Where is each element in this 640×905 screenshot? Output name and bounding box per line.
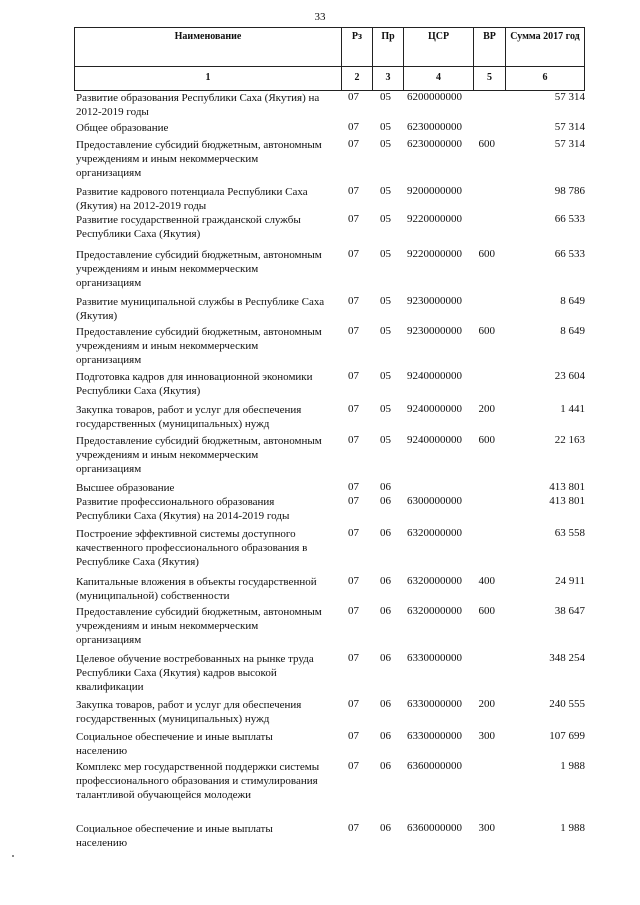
header-pr-label: Пр <box>381 31 395 42</box>
row-name: Развитие профессионального образования Республики Саха (Якутия) на 2014-2019 годы <box>76 496 290 522</box>
row-rz: 07 <box>348 822 359 834</box>
row-csr: 9240000000 <box>407 434 462 446</box>
row-vr: 200 <box>478 698 495 710</box>
row-sum: 63 558 <box>554 527 585 539</box>
row-pr: 05 <box>380 91 391 103</box>
row-vr: 600 <box>478 138 495 150</box>
row-pr: 06 <box>380 698 391 710</box>
row-csr: 6200000000 <box>407 91 462 103</box>
row-pr: 05 <box>380 121 391 133</box>
row-sum: 1 441 <box>560 403 585 415</box>
row-rz: 07 <box>348 403 359 415</box>
row-sum: 8 649 <box>560 295 585 307</box>
row-name: Построение эффективной системы доступного качественного профессионального образования в Республике Саха (Якутия) <box>76 528 308 568</box>
row-name: Предоставление субсидий бюджетным, автономным учреждениям и иным некоммерческим организациям <box>76 249 322 289</box>
row-rz: 07 <box>348 248 359 260</box>
header-col-sum <box>506 28 584 90</box>
row-name: Закупка товаров, работ и услуг для обеспечения государственных (муниципальных) нужд <box>76 404 302 430</box>
row-vr: 300 <box>478 730 495 742</box>
row-pr: 06 <box>380 730 391 742</box>
row-rz: 07 <box>348 652 359 664</box>
row-rz: 07 <box>348 575 359 587</box>
row-rz: 07 <box>348 760 359 772</box>
row-name: Подготовка кадров для инновационной экономики Республики Саха (Якутия) <box>76 371 313 397</box>
row-csr: 6330000000 <box>407 730 462 742</box>
row-rz: 07 <box>348 91 359 103</box>
row-rz: 07 <box>348 370 359 382</box>
header-col-rz <box>342 28 373 90</box>
header-num-4: 4 <box>436 72 441 83</box>
header-col-pr <box>373 28 404 90</box>
row-csr: 9240000000 <box>407 370 462 382</box>
row-sum: 23 604 <box>554 370 585 382</box>
row-csr: 6360000000 <box>407 760 462 772</box>
row-pr: 05 <box>380 325 391 337</box>
table-header <box>74 27 585 91</box>
row-name: Развитие кадрового потенциала Республики Саха (Якутия) на 2012-2019 годы <box>76 186 308 212</box>
row-name: Комплекс мер государственной поддержки системы профессионального образования и стимулирования талантливой обучающейся молодежи <box>76 761 320 801</box>
row-vr: 600 <box>478 605 495 617</box>
row-rz: 07 <box>348 185 359 197</box>
row-sum: 413 801 <box>549 481 585 493</box>
row-name: Предоставление субсидий бюджетным, автономным учреждениям и иным некоммерческим организациям <box>76 326 322 366</box>
row-name: Развитие образования Республики Саха (Якутия) на 2012-2019 годы <box>76 92 320 118</box>
row-pr: 06 <box>380 605 391 617</box>
header-sum-label: Сумма 2017 год <box>510 31 580 42</box>
row-csr: 9240000000 <box>407 403 462 415</box>
row-sum: 240 555 <box>549 698 585 710</box>
row-sum: 66 533 <box>554 248 585 260</box>
header-rz-label: Рз <box>351 31 363 42</box>
row-sum: 348 254 <box>549 652 585 664</box>
row-sum: 24 911 <box>555 575 585 587</box>
header-num-3: 3 <box>385 72 391 83</box>
row-pr: 06 <box>380 822 391 834</box>
header-csr-label: ЦСР <box>427 31 450 42</box>
row-vr: 600 <box>478 248 495 260</box>
row-sum: 107 699 <box>549 730 585 742</box>
row-csr: 6320000000 <box>407 605 462 617</box>
row-pr: 05 <box>380 185 391 197</box>
header-num-1: 1 <box>205 72 211 83</box>
row-csr: 9230000000 <box>407 295 462 307</box>
row-rz: 07 <box>348 434 359 446</box>
row-name: Предоставление субсидий бюджетным, автономным учреждениям и иным некоммерческим организациям <box>76 606 322 646</box>
header-vr-label: ВР <box>483 31 496 42</box>
row-sum: 1 988 <box>560 822 585 834</box>
header-col-name <box>75 28 342 90</box>
row-rz: 07 <box>348 730 359 742</box>
row-csr: 6330000000 <box>407 652 462 664</box>
row-pr: 06 <box>380 575 391 587</box>
row-csr: 6300000000 <box>407 495 462 507</box>
row-rz: 07 <box>348 213 359 225</box>
row-rz: 07 <box>348 138 359 150</box>
row-sum: 413 801 <box>549 495 585 507</box>
row-name: Развитие государственной гражданской службы Республики Саха (Якутия) <box>76 214 301 240</box>
row-name: Общее образование <box>76 122 169 134</box>
row-sum: 22 163 <box>554 434 585 446</box>
header-col-csr <box>404 28 474 90</box>
row-pr: 06 <box>380 481 391 493</box>
page-number: 33 <box>314 11 326 23</box>
row-csr: 6230000000 <box>407 138 462 150</box>
row-name: Социальное обеспечение и иные выплаты населению <box>76 823 273 849</box>
row-csr: 9230000000 <box>407 325 462 337</box>
row-pr: 05 <box>380 434 391 446</box>
row-name: Предоставление субсидий бюджетным, автономным учреждениям и иным некоммерческим организациям <box>76 139 322 179</box>
row-csr: 9200000000 <box>407 185 462 197</box>
row-name: Предоставление субсидий бюджетным, автономным учреждениям и иным некоммерческим организациям <box>76 435 322 475</box>
row-pr: 05 <box>380 403 391 415</box>
row-vr: 200 <box>478 403 495 415</box>
row-sum: 66 533 <box>554 213 585 225</box>
header-num-6: 6 <box>542 72 548 83</box>
row-rz: 07 <box>348 495 359 507</box>
row-sum: 1 988 <box>560 760 585 772</box>
row-vr: 600 <box>478 434 495 446</box>
row-vr: 600 <box>478 325 495 337</box>
header-num-2: 2 <box>354 72 360 83</box>
row-vr: 300 <box>478 822 495 834</box>
row-pr: 05 <box>380 213 391 225</box>
row-rz: 07 <box>348 121 359 133</box>
row-csr: 6330000000 <box>407 698 462 710</box>
row-pr: 06 <box>380 652 391 664</box>
row-rz: 07 <box>348 481 359 493</box>
row-csr: 6320000000 <box>407 527 462 539</box>
row-name: Капитальные вложения в объекты государственной (муниципальной) собственности <box>76 576 317 602</box>
row-sum: 57 314 <box>554 138 585 150</box>
row-rz: 07 <box>348 295 359 307</box>
scan-speck <box>12 855 14 857</box>
row-csr: 9220000000 <box>407 248 462 260</box>
row-csr: 6320000000 <box>407 575 462 587</box>
row-name: Целевое обучение востребованных на рынке труда Республики Саха (Якутия) кадров высокой квалификации <box>76 653 314 693</box>
row-sum: 57 314 <box>554 91 585 103</box>
header-name-label: Наименование <box>174 31 242 42</box>
row-name: Высшее образование <box>76 482 175 494</box>
row-pr: 06 <box>380 495 391 507</box>
row-rz: 07 <box>348 325 359 337</box>
row-name: Закупка товаров, работ и услуг для обеспечения государственных (муниципальных) нужд <box>76 699 302 725</box>
row-name: Социальное обеспечение и иные выплаты населению <box>76 731 273 757</box>
row-csr: 6230000000 <box>407 121 462 133</box>
row-pr: 05 <box>380 295 391 307</box>
row-rz: 07 <box>348 605 359 617</box>
row-pr: 05 <box>380 248 391 260</box>
row-pr: 06 <box>380 760 391 772</box>
row-csr: 6360000000 <box>407 822 462 834</box>
header-col-vr <box>474 28 506 90</box>
row-vr: 400 <box>478 575 495 587</box>
row-rz: 07 <box>348 698 359 710</box>
row-rz: 07 <box>348 527 359 539</box>
row-pr: 05 <box>380 370 391 382</box>
row-name: Развитие муниципальной службы в Республике Саха (Якутия) <box>76 296 325 322</box>
row-sum: 57 314 <box>554 121 585 133</box>
row-csr: 9220000000 <box>407 213 462 225</box>
header-num-5: 5 <box>487 72 492 83</box>
row-sum: 38 647 <box>554 605 585 617</box>
row-sum: 98 786 <box>554 185 585 197</box>
row-sum: 8 649 <box>560 325 585 337</box>
row-pr: 06 <box>380 527 391 539</box>
row-pr: 05 <box>380 138 391 150</box>
